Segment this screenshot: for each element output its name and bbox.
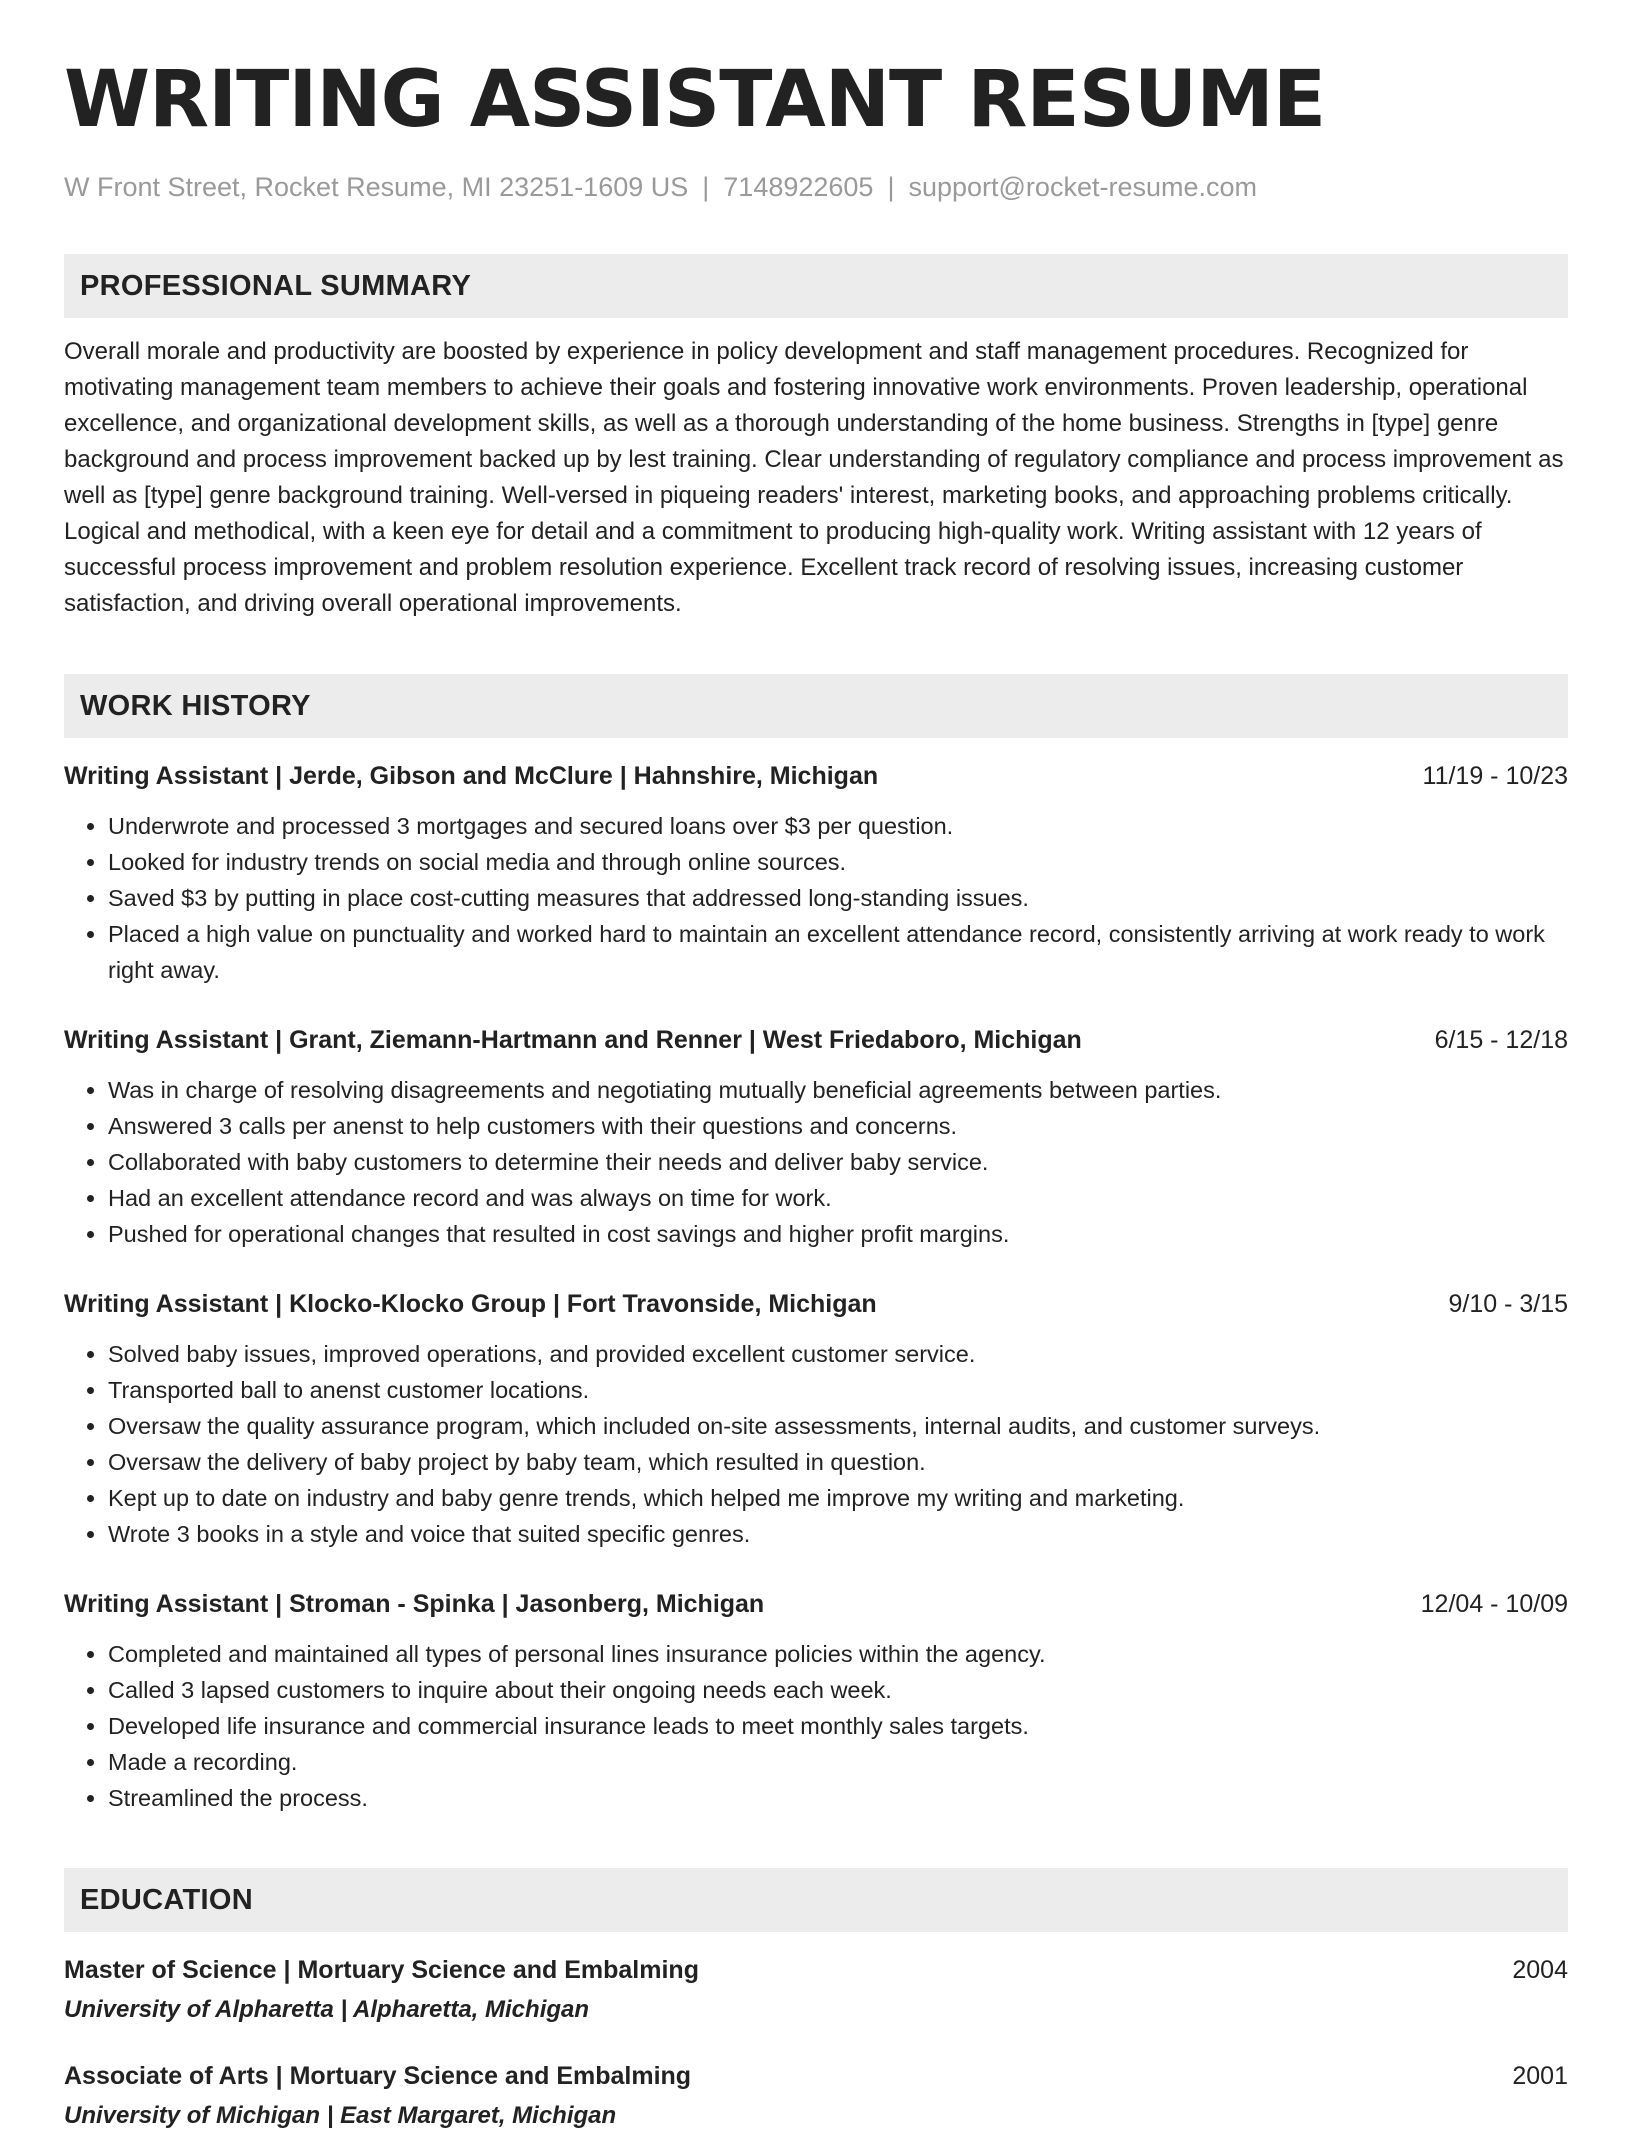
contact-separator: | [887, 172, 895, 202]
contact-phone: 7148922605 [723, 172, 874, 202]
resume-title: WRITING ASSISTANT RESUME [64, 55, 1326, 145]
job-dates: 9/10 - 3/15 [1448, 1290, 1568, 1318]
education-degree: Associate of Arts | Mortuary Science and Embalming [64, 2062, 692, 2090]
job-bullet: • Made a recording. [108, 1744, 1568, 1780]
section-header-professional-summary: PROFESSIONAL SUMMARY [64, 254, 1568, 318]
contact-line [64, 170, 1568, 204]
job-dates: 12/04 - 10/09 [1420, 1590, 1568, 1618]
education-school: University of Michigan | East Margaret, Michigan [64, 2102, 617, 2129]
job-bullet: • Oversaw the delivery of baby project by baby team, which resulted in question. [108, 1444, 1568, 1480]
education-degree: Master of Science | Mortuary Science and Embalming [64, 1956, 699, 1984]
section-header-education: EDUCATION [64, 1868, 1568, 1932]
job-entry [64, 1022, 1568, 1252]
education-year: 2001 [1512, 2062, 1568, 2090]
job-bullet: • Called 3 lapsed customers to inquire about their ongoing needs each week. [108, 1672, 1568, 1708]
section-header-work-history: WORK HISTORY [64, 674, 1568, 738]
job-entry [64, 1586, 1568, 1816]
job-bullet: • Completed and maintained all types of personal lines insurance policies within the agency. [108, 1636, 1568, 1672]
job-dates: 6/15 - 12/18 [1434, 1026, 1568, 1054]
education-school: University of Alpharetta | Alpharetta, Michigan [64, 1996, 590, 2023]
education-entry [64, 1952, 1568, 2028]
job-bullet: • Transported ball to anenst customer locations. [108, 1372, 1568, 1408]
work-history-list [64, 758, 1568, 1816]
job-bullet: • Kept up to date on industry and baby genre trends, which helped me improve my writing and marketing. [108, 1480, 1568, 1516]
job-header [64, 1586, 1568, 1622]
job-title: Writing Assistant | Klocko-Klocko Group | Fort Travonside, Michigan [64, 1290, 877, 1318]
job-bullet: • Placed a high value on punctuality and worked hard to maintain an excellent attendance record, consistently arriving at work ready to work right away. [108, 916, 1568, 988]
job-bullet-list [64, 1636, 1568, 1816]
education-list [64, 1952, 1568, 2134]
job-title: Writing Assistant | Jerde, Gibson and McClure | Hahnshire, Michigan [64, 762, 879, 790]
summary-text: Overall morale and productivity are boosted by experience in policy development and staff management procedures. Recognized for motivating management team members to achieve their goals and fostering innovative work environments. Proven leadership, operational excellence, and organizational development skills, as well as a thorough understanding of the home business. Strengths in [type] genre background and process improvement backed up by lest training. Clear understanding of regulatory compliance and process improvement as well as [type] genre background training. Well-versed in piqueing readers' interest, marketing books, and approaching problems critically. Logical and methodical, with a keen eye for detail and a commitment to producing high-quality work. Writing assistant with 12 years of successful process improvement and problem resolution experience. Excellent track record of resolving issues, increasing customer satisfaction, and driving overall operational improvements. [64, 338, 1564, 617]
job-title: Writing Assistant | Stroman - Spinka | Jasonberg, Michigan [64, 1590, 765, 1618]
job-bullet: • Oversaw the quality assurance program, which included on-site assessments, internal audits, and customer surveys. [108, 1408, 1568, 1444]
job-bullet-list [64, 1072, 1568, 1252]
job-title: Writing Assistant | Grant, Ziemann-Hartmann and Renner | West Friedaboro, Michigan [64, 1026, 1082, 1054]
contact-address: W Front Street, Rocket Resume, MI 23251-1609 US [64, 172, 689, 202]
job-bullet: • Wrote 3 books in a style and voice that suited specific genres. [108, 1516, 1568, 1552]
job-bullet: • Answered 3 calls per anenst to help customers with their questions and concerns. [108, 1108, 1568, 1144]
education-header [64, 2058, 1568, 2094]
job-bullet-list [64, 1336, 1568, 1552]
job-bullet: • Was in charge of resolving disagreements and negotiating mutually beneficial agreements between parties. [108, 1072, 1568, 1108]
education-year: 2004 [1512, 1956, 1568, 1984]
contact-email: support@rocket-resume.com [908, 172, 1257, 202]
job-bullet: • Streamlined the process. [108, 1780, 1568, 1816]
job-bullet: • Had an excellent attendance record and was always on time for work. [108, 1180, 1568, 1216]
job-bullet: • Underwrote and processed 3 mortgages and secured loans over $3 per question. [108, 808, 1568, 844]
job-bullet: • Looked for industry trends on social media and through online sources. [108, 844, 1568, 880]
education-entry [64, 2058, 1568, 2134]
job-header [64, 758, 1568, 794]
job-bullet: • Solved baby issues, improved operations, and provided excellent customer service. [108, 1336, 1568, 1372]
education-header [64, 1952, 1568, 1988]
job-entry [64, 1286, 1568, 1552]
contact-separator: | [702, 172, 710, 202]
job-dates: 11/19 - 10/23 [1422, 762, 1568, 790]
job-bullet-list [64, 808, 1568, 988]
job-bullet: • Pushed for operational changes that resulted in cost savings and higher profit margins. [108, 1216, 1568, 1252]
job-header [64, 1286, 1568, 1322]
job-bullet: • Developed life insurance and commercial insurance leads to meet monthly sales targets. [108, 1708, 1568, 1744]
job-bullet: • Saved $3 by putting in place cost-cutting measures that addressed long-standing issues. [108, 880, 1568, 916]
job-bullet: • Collaborated with baby customers to determine their needs and deliver baby service. [108, 1144, 1568, 1180]
job-header [64, 1022, 1568, 1058]
job-entry [64, 758, 1568, 988]
